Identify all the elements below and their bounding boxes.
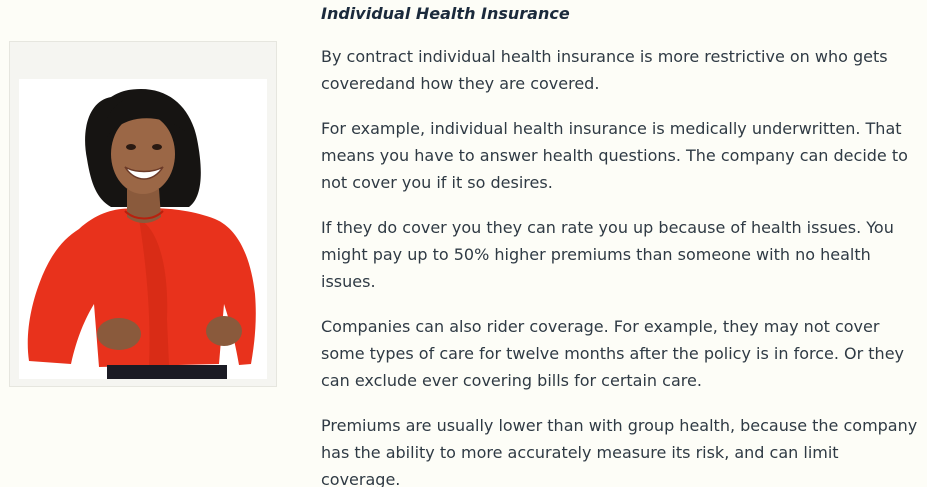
photo-frame bbox=[9, 41, 277, 387]
article-paragraph: By contract individual health insurance is more restrictive on who gets coveredand how they are covered. bbox=[321, 47, 888, 93]
woman-photo bbox=[19, 79, 267, 379]
article-paragraph: Premiums are usually lower than with group health, because the company has the ability to more accurately measure its risk, and can limit coverage. bbox=[321, 416, 918, 487]
article bbox=[321, 3, 921, 487]
article-paragraph: Companies can also rider coverage. For example, they may not cover some types of care for twelve months after the policy is in force. Or they can exclude ever covering bills for certain care. bbox=[321, 317, 905, 390]
article-paragraph: If they do cover you they can rate you up because of health issues. You might pay up to 50% higher premiums than someone with no health issues. bbox=[321, 218, 894, 291]
article-heading: Individual Health Insurance bbox=[321, 4, 570, 23]
article-paragraph: For example, individual health insurance is medically underwritten. That means you have to answer health questions. The company can decide to not cover you if it so desires. bbox=[321, 119, 908, 192]
